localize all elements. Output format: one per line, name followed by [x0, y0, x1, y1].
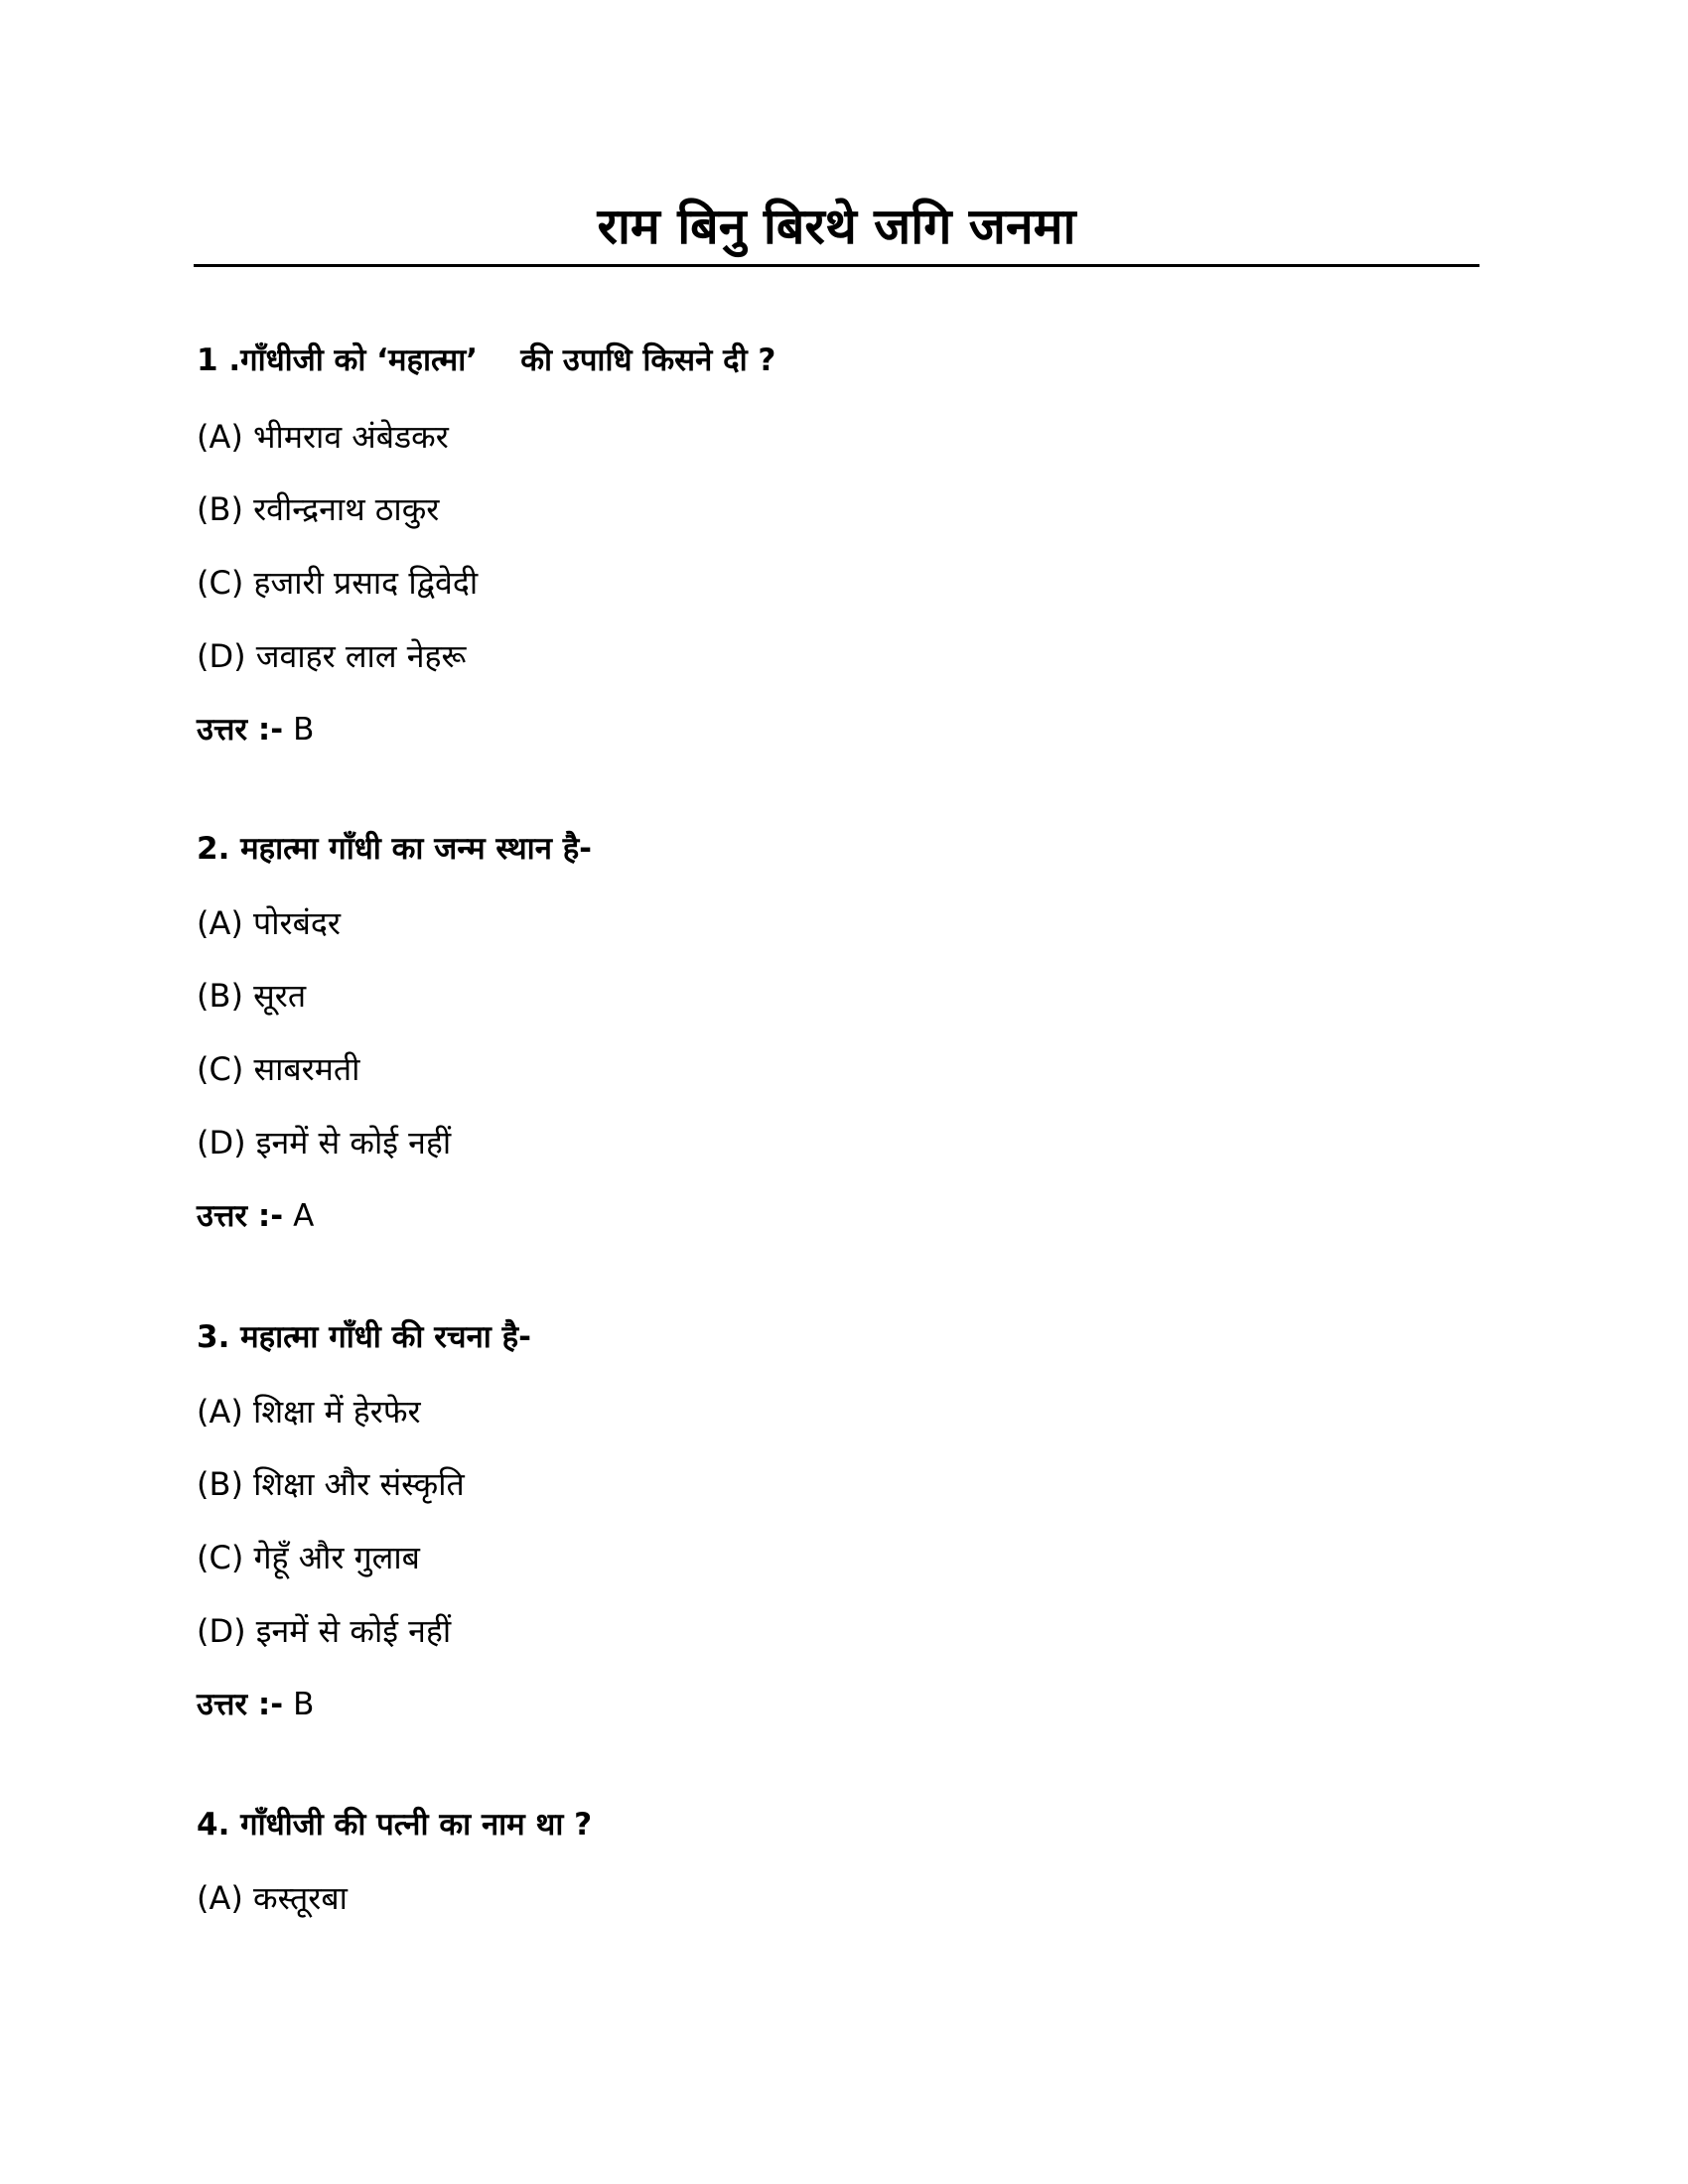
answer-2	[197, 1194, 314, 1238]
option-2d: (D) इनमें से कोई नहीं	[197, 1124, 452, 1161]
answer-label: उत्तर :-	[197, 712, 284, 748]
answer-label: उत्तर :-	[197, 1687, 284, 1722]
option-1c: (C) हजारी प्रसाद द्विवेदी	[197, 564, 479, 602]
question-2: 2. महात्मा गाँधी का जन्म स्थान है-	[197, 831, 593, 867]
option-2a: (A) पोरबंदर	[197, 904, 341, 942]
answer-value: B	[293, 1687, 315, 1722]
option-4a: (A) कस्तूरबा	[197, 1879, 348, 1917]
option-3c: (C) गेहूँ और गुलाब	[197, 1539, 420, 1576]
option-1d: (D) जवाहर लाल नेहरू	[197, 637, 467, 675]
answer-value: A	[293, 1198, 315, 1234]
option-1b: (B) रवीन्द्रनाथ ठाकुर	[197, 490, 440, 528]
option-1a: (A) भीमराव अंबेडकर	[197, 418, 449, 456]
option-2c: (C) साबरमती	[197, 1050, 360, 1088]
answer-3	[197, 1683, 314, 1726]
option-2b: (B) सूरत	[197, 977, 307, 1015]
title-divider	[194, 264, 1479, 267]
answer-1	[197, 708, 314, 751]
question-3: 3. महात्मा गाँधी की रचना है-	[197, 1319, 531, 1355]
document-title: राम बिनु बिरथे जगि जनमा	[597, 198, 1076, 255]
option-3d: (D) इनमें से कोई नहीं	[197, 1612, 452, 1650]
question-4: 4. गाँधीजी की पत्नी का नाम था ?	[197, 1807, 593, 1843]
option-3a: (A) शिक्षा में हेरफेर	[197, 1393, 421, 1431]
answer-value: B	[293, 712, 315, 748]
answer-label: उत्तर :-	[197, 1198, 284, 1234]
question-1: 1 .गाँधीजी को ‘महात्मा’ की उपाधि किसने दी ?	[197, 342, 776, 378]
option-3b: (B) शिक्षा और संस्कृति	[197, 1465, 465, 1503]
